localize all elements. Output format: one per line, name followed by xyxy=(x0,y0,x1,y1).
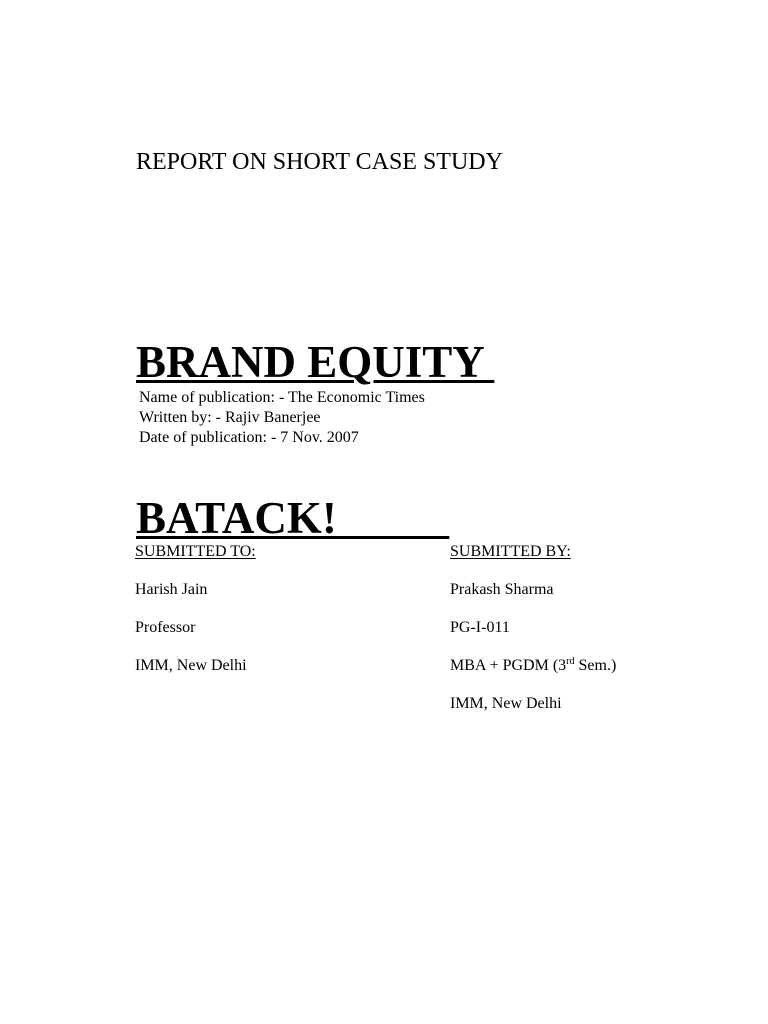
submitted-to-institution: IMM, New Delhi xyxy=(135,657,247,674)
case-title-line-2: BATACK! xyxy=(136,493,450,543)
submitted-by-heading: SUBMITTED BY: xyxy=(450,543,571,560)
course-superscript: rd xyxy=(566,656,575,667)
submitted-by-name: Prakash Sharma xyxy=(450,581,554,598)
submitted-to-block xyxy=(135,542,256,676)
submitted-by-institution: IMM, New Delhi xyxy=(450,695,562,712)
submitted-to-name: Harish Jain xyxy=(135,581,208,598)
submitted-by-course xyxy=(450,656,616,676)
submitted-by-block xyxy=(450,542,616,714)
course-suffix: Sem.) xyxy=(574,657,617,674)
submitted-to-heading: SUBMITTED TO: xyxy=(135,543,256,560)
report-heading: REPORT ON SHORT CASE STUDY xyxy=(136,149,503,175)
submitted-to-role: Professor xyxy=(135,619,196,636)
publication-name: Name of publication: - The Economic Times xyxy=(139,389,425,406)
course-prefix: MBA + PGDM (3 xyxy=(450,657,567,674)
publication-date: Date of publication: - 7 Nov. 2007 xyxy=(139,429,359,446)
case-title-line-1: BRAND EQUITY xyxy=(136,337,495,387)
publication-author: Written by: - Rajiv Banerjee xyxy=(139,409,321,426)
submitted-by-roll: PG-I-011 xyxy=(450,619,510,636)
publication-info xyxy=(139,388,425,448)
